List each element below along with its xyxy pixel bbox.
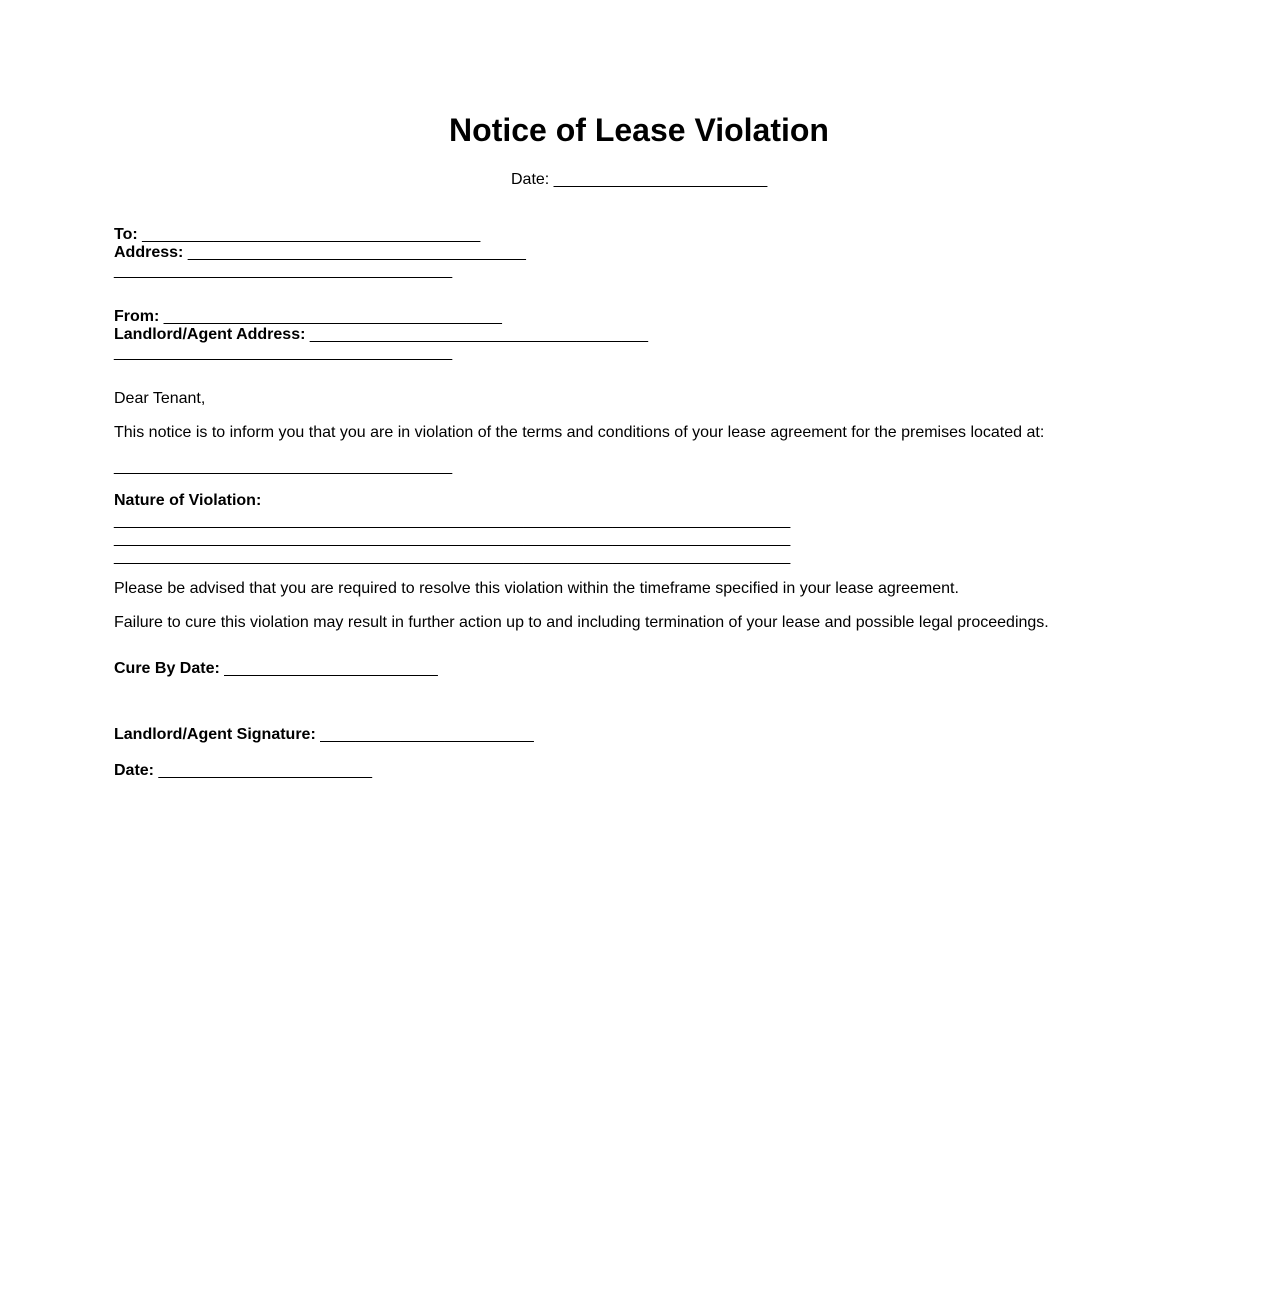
landlord-address-blank[interactable]: ______________________________________ — [309, 326, 649, 343]
violation-blank-2[interactable]: ____________________________________________________________________________ — [114, 530, 791, 547]
intro-paragraph: This notice is to inform you that you are in violation of the terms and conditions of your lease agreement for the premises located at: — [114, 424, 1045, 441]
signature-field — [114, 726, 534, 744]
from-field — [114, 308, 502, 326]
violation-line-3 — [114, 548, 790, 566]
address-label: Address: — [114, 244, 184, 261]
advisory-paragraph: Please be advised that you are required to resolve this violation within the timeframe specified in your lease agreement. — [114, 580, 959, 597]
header-date-field — [511, 170, 767, 190]
from-blank[interactable]: ______________________________________ — [163, 308, 502, 325]
failure-paragraph: Failure to cure this violation may result in further action up to and including termination of your lease and possible legal proceedings. — [114, 614, 1049, 631]
premises-field — [114, 458, 452, 476]
violation-heading: Nature of Violation: — [114, 492, 262, 509]
violation-line-1 — [114, 512, 790, 530]
signature-date-label: Date: — [114, 762, 155, 779]
cure-by-date-field — [114, 660, 438, 678]
salutation: Dear Tenant, — [114, 390, 206, 407]
cure-by-blank[interactable]: ________________________ — [224, 660, 438, 677]
header-date-label: Date: — [511, 171, 550, 188]
to-label: To: — [114, 226, 138, 243]
violation-blank-3[interactable]: ____________________________________________________________________________ — [114, 548, 791, 565]
address-field — [114, 244, 526, 262]
address-blank[interactable]: ______________________________________ — [187, 244, 526, 261]
document-title — [114, 110, 1164, 150]
landlord-address-label: Landlord/Agent Address: — [114, 326, 306, 343]
landlord-address-field-line-2 — [114, 344, 452, 362]
signature-date-field — [114, 762, 372, 780]
to-blank[interactable]: ______________________________________ — [142, 226, 481, 243]
header-date-blank[interactable]: ________________________ — [553, 171, 768, 188]
premises-blank[interactable]: ______________________________________ — [114, 458, 453, 475]
to-field — [114, 226, 480, 244]
landlord-address-field — [114, 326, 648, 344]
from-label: From: — [114, 308, 160, 325]
violation-blank-1[interactable]: ____________________________________________________________________________ — [114, 512, 791, 529]
address-blank-2[interactable]: ______________________________________ — [114, 262, 453, 279]
violation-line-2 — [114, 530, 790, 548]
cure-by-label: Cure By Date: — [114, 660, 220, 677]
landlord-address-blank-2[interactable]: ______________________________________ — [114, 344, 453, 361]
address-field-line-2 — [114, 262, 452, 280]
signature-blank[interactable]: ________________________ — [320, 726, 534, 743]
title-text: Notice of Lease Violation — [449, 112, 829, 148]
signature-date-blank[interactable]: ________________________ — [158, 762, 373, 779]
signature-label: Landlord/Agent Signature: — [114, 726, 316, 743]
